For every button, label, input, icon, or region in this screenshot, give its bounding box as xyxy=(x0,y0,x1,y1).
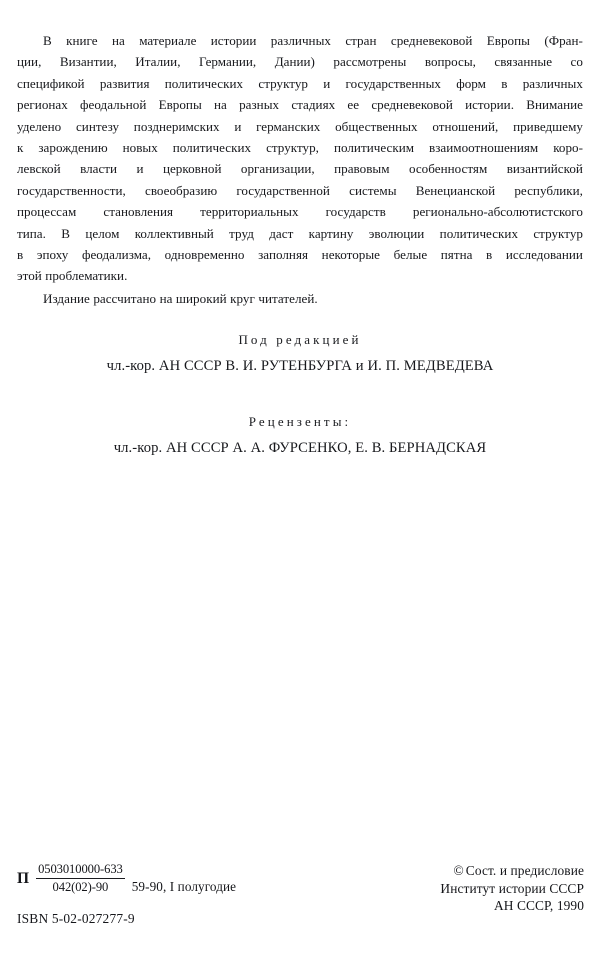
annotation-line-text xyxy=(17,201,583,222)
catalog-code-tail: 59-90, I полугодие xyxy=(131,878,237,894)
annotation-word: отношений, xyxy=(432,118,499,134)
copyright-line-1 xyxy=(440,862,584,880)
annotation-word: на xyxy=(214,97,227,113)
annotation-line xyxy=(17,288,583,309)
annotation-word: пятна xyxy=(440,247,473,263)
annotation-word: в xyxy=(17,247,24,263)
annotation-text-block xyxy=(17,30,583,309)
annotation-line-text xyxy=(17,223,583,244)
annotation-line xyxy=(17,116,583,137)
annotation-word: белые xyxy=(393,247,428,263)
annotation-word: власти xyxy=(80,161,118,177)
annotation-word: структур, xyxy=(266,140,319,156)
annotation-word: уделено xyxy=(17,118,62,134)
annotation-word: Германии, xyxy=(198,54,257,70)
annotation-word: церковной xyxy=(162,161,222,177)
annotation-line-text xyxy=(17,158,583,179)
catalog-code-denominator: 042(02)-90 xyxy=(36,878,125,895)
annotation-word: истории. xyxy=(465,97,514,113)
annotation-word: рассмотрены xyxy=(333,54,407,70)
annotation-word: государств xyxy=(325,204,386,220)
annotation-word: стадиях xyxy=(291,97,336,113)
annotation-word: эволюции xyxy=(368,225,425,241)
annotation-word: труд xyxy=(229,225,254,241)
annotation-line-text xyxy=(43,30,583,51)
annotation-word: Европы xyxy=(486,33,530,48)
annotation-word: позднеримских xyxy=(133,118,220,134)
annotation-word: одновременно xyxy=(164,247,245,263)
annotation-word: В xyxy=(61,225,71,241)
annotation-word: различных xyxy=(270,33,331,48)
reviewers-heading: Рецензенты: xyxy=(248,414,352,429)
annotation-word: Дании) xyxy=(274,54,315,70)
annotation-word: новых xyxy=(122,140,158,156)
annotation-paragraph-1 xyxy=(17,30,583,287)
annotation-word: общественных xyxy=(335,118,418,134)
annotation-line xyxy=(17,265,583,286)
annotation-word: структур xyxy=(533,225,583,241)
annotation-word: своеобразию xyxy=(144,182,218,198)
annotation-line xyxy=(17,180,583,201)
annotation-word: некоторые xyxy=(321,247,380,263)
annotation-word: и xyxy=(234,118,242,134)
editors-heading: Под редакцией xyxy=(238,332,362,347)
annotation-word: территориальных xyxy=(200,204,299,220)
annotation-word: феодальной xyxy=(80,97,147,113)
annotation-word: правовым xyxy=(334,161,390,177)
annotation-line-text xyxy=(17,94,583,115)
catalog-code xyxy=(17,862,347,895)
annotation-word: развития xyxy=(99,75,150,91)
annotation-word: Византии, xyxy=(59,54,117,70)
annotation-word: связанные xyxy=(494,54,553,70)
annotation-word: картину xyxy=(308,225,354,241)
annotation-word: В xyxy=(43,33,52,48)
annotation-line-text xyxy=(17,137,583,158)
annotation-line-text xyxy=(17,244,583,265)
copyright-line-3: АН СССР, 1990 xyxy=(493,898,584,913)
annotation-word: государственности, xyxy=(17,182,126,198)
annotation-word: Венецианской xyxy=(415,182,496,198)
annotation-word: спецификой xyxy=(17,75,85,91)
annotation-word: процессам xyxy=(17,204,77,220)
annotation-word: вопросы, xyxy=(424,54,476,70)
footer-left-block xyxy=(17,862,347,927)
reviewers-credit-block xyxy=(0,412,600,460)
annotation-word: феодализма, xyxy=(81,247,152,263)
annotation-word: взаимоотношениям xyxy=(429,140,539,156)
annotation-word: (Фран- xyxy=(544,33,583,48)
annotation-word: Италии, xyxy=(135,54,181,70)
annotation-word: государственной xyxy=(236,182,330,198)
annotation-word: политических xyxy=(164,75,244,91)
annotation-word: левской xyxy=(17,161,61,177)
annotation-word: германских xyxy=(256,118,321,134)
annotation-word: различных xyxy=(522,75,583,91)
annotation-word: книге xyxy=(66,33,98,48)
annotation-word: средневековой xyxy=(390,33,473,48)
annotation-word: ее xyxy=(347,97,360,113)
annotation-line xyxy=(17,201,583,222)
annotation-word: организации, xyxy=(240,161,315,177)
annotation-word: и xyxy=(136,161,144,177)
annotation-line xyxy=(17,94,583,115)
annotation-word: заполняя xyxy=(258,247,309,263)
annotation-line-text: Издание рассчитано на широкий круг читателей. xyxy=(43,290,318,306)
annotation-word: со xyxy=(570,54,583,70)
annotation-word: ции, xyxy=(17,54,42,70)
annotation-word: республики, xyxy=(514,182,583,198)
annotation-word: материале xyxy=(139,33,197,48)
annotation-word: коро- xyxy=(553,140,583,156)
annotation-word: политических xyxy=(439,225,519,241)
annotation-word: эпоху xyxy=(36,247,69,263)
annotation-word: становления xyxy=(103,204,174,220)
annotation-word: исследовании xyxy=(505,247,583,263)
catalog-code-prefix: П xyxy=(17,869,30,887)
annotation-word: типа. xyxy=(17,225,46,241)
annotation-line-text: этой проблематики. xyxy=(17,268,128,284)
isbn-line: ISBN 5-02-027277-9 xyxy=(17,911,135,926)
annotation-word: Европы xyxy=(158,97,202,113)
annotation-word: регионально-абсолютистского xyxy=(412,204,583,220)
copyright-block xyxy=(440,862,584,915)
reviewers-names: чл.-кор. АН СССР А. А. ФУРСЕНКО, Е. В. БЕРНАДСКАЯ xyxy=(113,440,487,456)
annotation-line xyxy=(17,51,583,72)
annotation-word: системы xyxy=(349,182,397,198)
annotation-word: зарождению xyxy=(38,140,108,156)
annotation-line xyxy=(17,137,583,158)
editors-names: чл.-кор. АН СССР В. И. РУТЕНБУРГА и И. П. МЕДВЕДЕВА xyxy=(106,358,494,374)
annotation-word: и xyxy=(323,75,331,91)
annotation-line-text xyxy=(17,116,583,137)
annotation-line-text xyxy=(17,180,583,201)
annotation-line xyxy=(17,244,583,265)
annotation-word: государственных xyxy=(345,75,441,91)
annotation-line xyxy=(17,30,583,51)
annotation-word: в xyxy=(486,247,493,263)
annotation-word: истории xyxy=(210,33,257,48)
annotation-word: средневековой xyxy=(371,97,453,113)
annotation-word: стран xyxy=(345,33,377,48)
annotation-word: регионах xyxy=(17,97,68,113)
annotation-word: даст xyxy=(269,225,294,241)
annotation-word: на xyxy=(111,33,125,48)
annotation-line-text xyxy=(17,51,583,72)
annotation-word: политическим xyxy=(333,140,415,156)
annotation-word: Внимание xyxy=(526,97,583,113)
annotation-word: политических xyxy=(172,140,252,156)
annotation-line-text xyxy=(17,73,583,94)
annotation-line xyxy=(17,158,583,179)
catalog-code-fraction xyxy=(36,862,125,895)
copyright-line-1-text: Сост. и предисловие xyxy=(465,863,584,878)
annotation-word: структур xyxy=(258,75,308,91)
annotation-word: коллективный xyxy=(134,225,214,241)
annotation-paragraph-2 xyxy=(17,288,583,309)
editors-credit-block xyxy=(0,330,600,378)
copyright-icon: © xyxy=(453,863,464,878)
copyright-line-2: Институт истории СССР xyxy=(440,880,584,896)
annotation-word: разных xyxy=(239,97,280,113)
annotation-word: целом xyxy=(85,225,120,241)
annotation-word: особенностям xyxy=(408,161,488,177)
catalog-code-numerator: 0503010000-633 xyxy=(38,862,123,876)
annotation-word: византийской xyxy=(506,161,583,177)
annotation-word: в xyxy=(501,75,508,91)
annotation-word: к xyxy=(17,140,24,156)
annotation-line xyxy=(17,73,583,94)
annotation-word: приведшему xyxy=(513,118,583,134)
annotation-word: синтезу xyxy=(75,118,120,134)
paragraph-indent xyxy=(17,30,43,51)
annotation-word: форм xyxy=(456,75,486,91)
annotation-line xyxy=(17,223,583,244)
